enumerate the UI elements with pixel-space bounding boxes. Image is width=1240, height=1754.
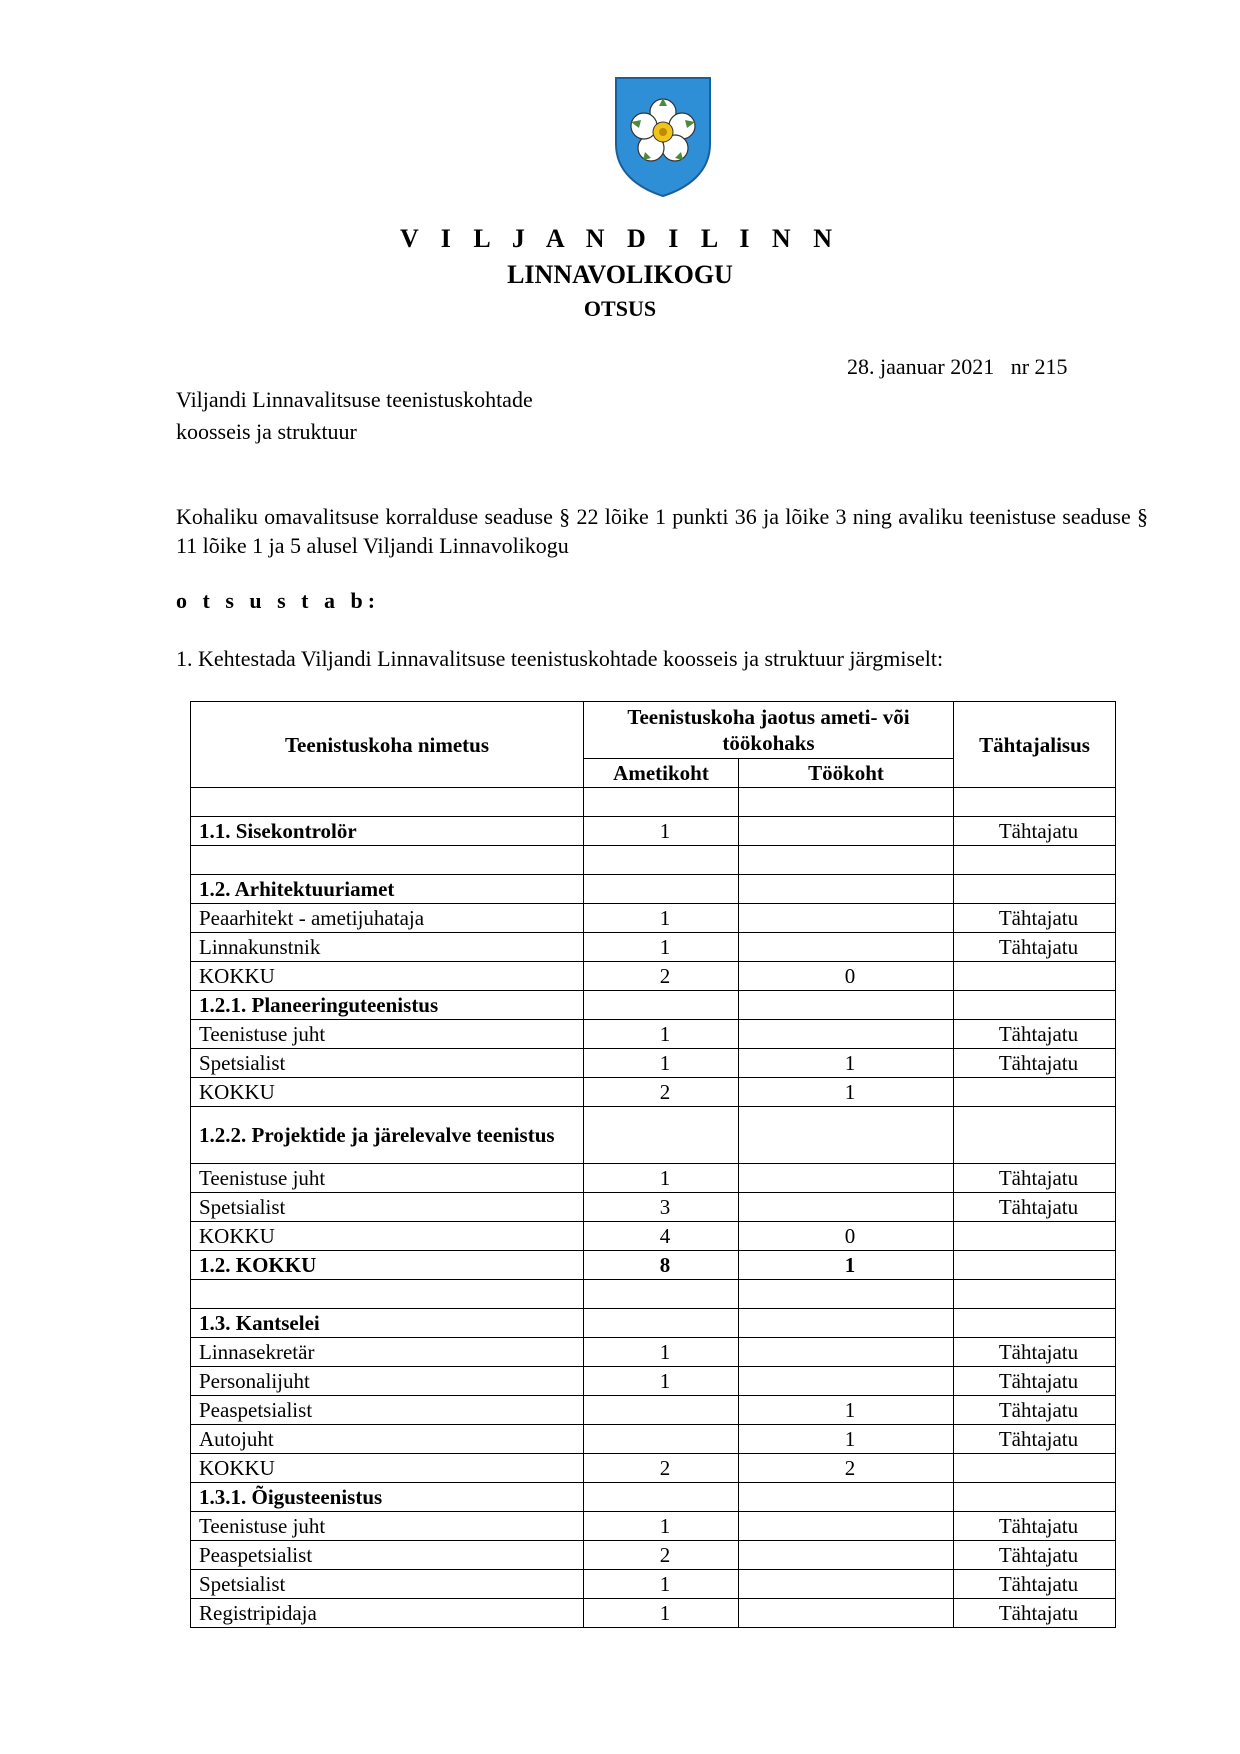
coat-of-arms-logo (612, 74, 714, 200)
subject-line-1: Viljandi Linnavalitsuse teenistuskohtade (176, 387, 533, 412)
job-count-cell: 1 (739, 1049, 954, 1078)
job-count-cell (739, 817, 954, 846)
job-count-cell (739, 875, 954, 904)
term-cell: Tähtajatu (954, 817, 1116, 846)
term-cell (954, 1078, 1116, 1107)
job-count-cell (739, 1367, 954, 1396)
term-cell (954, 788, 1116, 817)
legal-basis-paragraph: Kohaliku omavalitsuse korralduse seaduse § 22 lõike 1 punkti 36 ja lõike 3 ning avaliku teenistuse seaduse § 11 lõike 1 ja 5 alusel Viljandi Linnavolikogu (176, 504, 1148, 558)
header-division: Teenistuskoha jaotus ameti- või töökohaks (584, 702, 954, 759)
term-cell: Tähtajatu (954, 1338, 1116, 1367)
term-cell (954, 1222, 1116, 1251)
office-count-cell (584, 846, 739, 875)
table-row (191, 1251, 1116, 1280)
job-count-cell (739, 991, 954, 1020)
table-row (191, 1338, 1116, 1367)
office-count-cell (584, 875, 739, 904)
job-count-cell (739, 1020, 954, 1049)
job-count-cell (739, 788, 954, 817)
name-cell: Spetsialist (191, 1570, 584, 1599)
document-type: OTSUS (583, 296, 657, 321)
job-count-cell (739, 1483, 954, 1512)
subject-line-2: koosseis ja struktuur (176, 419, 357, 444)
term-cell: Tähtajatu (954, 1541, 1116, 1570)
term-cell: Tähtajatu (954, 1599, 1116, 1628)
name-cell: Autojuht (191, 1425, 584, 1454)
name-cell: Peaspetsialist (191, 1396, 584, 1425)
office-count-cell (584, 1309, 739, 1338)
name-cell: 1.2. Arhitektuuriamet (191, 875, 584, 904)
name-cell (191, 846, 584, 875)
office-count-cell: 8 (584, 1251, 739, 1280)
office-count-cell: 1 (584, 904, 739, 933)
header-job: Töökoht (739, 759, 954, 788)
point-1-text: 1. Kehtestada Viljandi Linnavalitsuse teenistuskohtade koosseis ja struktuur järgmiselt: (176, 646, 944, 671)
term-cell: Tähtajatu (954, 1570, 1116, 1599)
term-cell: Tähtajatu (954, 1164, 1116, 1193)
table-row (191, 1512, 1116, 1541)
name-cell: KOKKU (191, 1454, 584, 1483)
term-cell (954, 991, 1116, 1020)
office-count-cell: 2 (584, 1541, 739, 1570)
term-cell (954, 846, 1116, 875)
job-count-cell (739, 1280, 954, 1309)
name-cell: Personalijuht (191, 1367, 584, 1396)
term-cell: Tähtajatu (954, 1396, 1116, 1425)
office-count-cell: 3 (584, 1193, 739, 1222)
term-cell: Tähtajatu (954, 1425, 1116, 1454)
name-cell (191, 1280, 584, 1309)
term-cell (954, 1309, 1116, 1338)
name-cell: 1.2.2. Projektide ja järelevalve teenistus (191, 1107, 584, 1164)
office-count-cell: 1 (584, 1020, 739, 1049)
office-count-cell (584, 1280, 739, 1309)
positions-table (190, 701, 1116, 1628)
table-row (191, 1599, 1116, 1628)
job-count-cell: 2 (739, 1454, 954, 1483)
office-count-cell: 1 (584, 1512, 739, 1541)
table-row (191, 875, 1116, 904)
office-count-cell: 1 (584, 1599, 739, 1628)
job-count-cell (739, 1541, 954, 1570)
term-cell (954, 1454, 1116, 1483)
name-cell: Linnasekretär (191, 1338, 584, 1367)
header-position-name: Teenistuskoha nimetus (191, 702, 584, 788)
table-row (191, 933, 1116, 962)
term-cell (954, 875, 1116, 904)
office-count-cell (584, 991, 739, 1020)
job-count-cell (739, 1107, 954, 1164)
office-count-cell: 1 (584, 1570, 739, 1599)
job-count-cell (739, 1309, 954, 1338)
table-row (191, 1454, 1116, 1483)
name-cell: KOKKU (191, 1222, 584, 1251)
table-row (191, 1107, 1116, 1164)
table-row (191, 904, 1116, 933)
name-cell (191, 788, 584, 817)
table-row (191, 1049, 1116, 1078)
office-count-cell: 4 (584, 1222, 739, 1251)
table-row (191, 788, 1116, 817)
table-row (191, 1280, 1116, 1309)
office-count-cell: 2 (584, 1454, 739, 1483)
table-row (191, 1541, 1116, 1570)
office-count-cell: 1 (584, 1049, 739, 1078)
job-count-cell (739, 1570, 954, 1599)
term-cell: Tähtajatu (954, 1512, 1116, 1541)
office-count-cell: 2 (584, 1078, 739, 1107)
job-count-cell (739, 933, 954, 962)
name-cell: 1.3.1. Õigusteenistus (191, 1483, 584, 1512)
office-count-cell (584, 1396, 739, 1425)
name-cell: Spetsialist (191, 1049, 584, 1078)
job-count-cell (739, 904, 954, 933)
name-cell: Linnakunstnik (191, 933, 584, 962)
term-cell: Tähtajatu (954, 933, 1116, 962)
table-row (191, 1193, 1116, 1222)
job-count-cell: 1 (739, 1396, 954, 1425)
term-cell (954, 1483, 1116, 1512)
job-count-cell: 1 (739, 1078, 954, 1107)
name-cell: 1.1. Sisekontrolör (191, 817, 584, 846)
term-cell (954, 1251, 1116, 1280)
decision-subject (176, 384, 533, 448)
table-row (191, 1164, 1116, 1193)
term-cell (954, 1280, 1116, 1309)
job-count-cell: 1 (739, 1251, 954, 1280)
table-row (191, 991, 1116, 1020)
city-title: V I L J A N D I L I N N (400, 224, 840, 253)
term-cell: Tähtajatu (954, 1020, 1116, 1049)
job-count-cell (739, 1599, 954, 1628)
table-row (191, 962, 1116, 991)
office-count-cell: 1 (584, 1164, 739, 1193)
table-row (191, 1222, 1116, 1251)
office-count-cell: 1 (584, 817, 739, 846)
table-row (191, 1483, 1116, 1512)
office-count-cell (584, 788, 739, 817)
name-cell: 1.2.1. Planeeringuteenistus (191, 991, 584, 1020)
term-cell (954, 962, 1116, 991)
job-count-cell (739, 1338, 954, 1367)
table-row (191, 1078, 1116, 1107)
job-count-cell (739, 846, 954, 875)
office-count-cell: 1 (584, 1338, 739, 1367)
name-cell: Spetsialist (191, 1193, 584, 1222)
name-cell: Peaarhitekt - ametijuhataja (191, 904, 584, 933)
name-cell: Peaspetsialist (191, 1541, 584, 1570)
name-cell: KOKKU (191, 962, 584, 991)
council-title: LINNAVOLIKOGU (507, 260, 733, 289)
job-count-cell: 1 (739, 1425, 954, 1454)
name-cell: Teenistuse juht (191, 1512, 584, 1541)
term-cell: Tähtajatu (954, 904, 1116, 933)
decides-heading: o t s u s t a b: (176, 588, 381, 613)
name-cell: 1.2. KOKKU (191, 1251, 584, 1280)
job-count-cell: 0 (739, 1222, 954, 1251)
office-count-cell: 2 (584, 962, 739, 991)
term-cell: Tähtajatu (954, 1367, 1116, 1396)
table-row (191, 1367, 1116, 1396)
job-count-cell (739, 1512, 954, 1541)
job-count-cell (739, 1193, 954, 1222)
table-row (191, 1396, 1116, 1425)
name-cell: Teenistuse juht (191, 1020, 584, 1049)
term-cell (954, 1107, 1116, 1164)
job-count-cell: 0 (739, 962, 954, 991)
table-row (191, 1425, 1116, 1454)
term-cell: Tähtajatu (954, 1049, 1116, 1078)
header-term: Tähtajalisus (954, 702, 1116, 788)
office-count-cell (584, 1483, 739, 1512)
office-count-cell (584, 1107, 739, 1164)
term-cell: Tähtajatu (954, 1193, 1116, 1222)
office-count-cell (584, 1425, 739, 1454)
job-count-cell (739, 1164, 954, 1193)
office-count-cell: 1 (584, 933, 739, 962)
table-row (191, 1309, 1116, 1338)
name-cell: 1.3. Kantselei (191, 1309, 584, 1338)
name-cell: Teenistuse juht (191, 1164, 584, 1193)
table-row (191, 846, 1116, 875)
date-and-number: 28. jaanuar 2021 nr 215 (847, 354, 1068, 379)
name-cell: Registripidaja (191, 1599, 584, 1628)
header-office: Ametikoht (584, 759, 739, 788)
name-cell: KOKKU (191, 1078, 584, 1107)
table-row (191, 1570, 1116, 1599)
table-row (191, 817, 1116, 846)
office-count-cell: 1 (584, 1367, 739, 1396)
table-row (191, 1020, 1116, 1049)
